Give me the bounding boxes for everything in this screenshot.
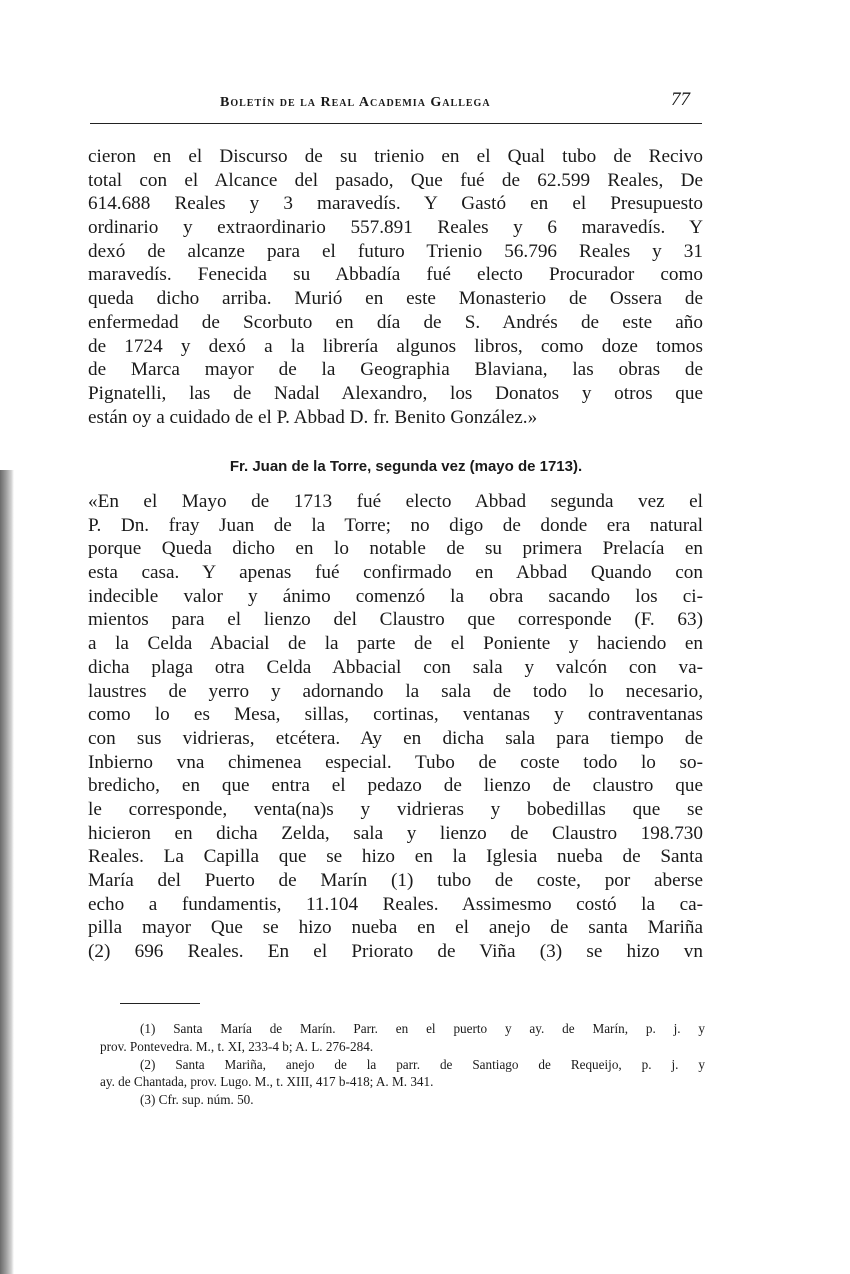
text-line: enfermedad de Scorbuto en día de S. Andrés de este año xyxy=(88,311,703,333)
text-line: de 1724 y dexó a la librería algunos libros, como doze tomos xyxy=(88,335,703,357)
page-number: 77 xyxy=(671,89,690,110)
text-line: Reales. La Capilla que se hizo en la Iglesia nueba de Santa xyxy=(88,846,703,868)
text-line: de Marca mayor de la Geographia Blaviana, las obras de xyxy=(88,359,703,381)
text-line: dexó de alcanze para el futuro Trienio 56.796 Reales y 31 xyxy=(88,240,703,262)
text-line: a la Celda Abacial de la parte de el Poniente y haciendo en xyxy=(88,633,703,655)
book-spine-shadow xyxy=(0,470,14,1274)
text-line: hicieron en dicha Zelda, sala y lienzo de Claustro 198.730 xyxy=(88,822,703,844)
text-line: como lo es Mesa, sillas, cortinas, ventanas y contraventanas xyxy=(88,704,703,726)
text-line: pilla mayor Que se hizo nueba en el anejo de santa Mariña xyxy=(88,917,703,939)
text-line: dicha plaga otra Celda Abbacial con sala y valcón con va- xyxy=(88,656,703,678)
text-line: «En el Mayo de 1713 fué electo Abbad segunda vez el xyxy=(88,491,703,512)
paragraph-2 xyxy=(88,490,703,964)
text-line: María del Puerto de Marín (1) tubo de coste, por aberse xyxy=(88,870,703,891)
text-line: total con el Alcance del pasado, Que fué de 62.599 Reales, De xyxy=(88,169,703,191)
text-line: indecible valor y ánimo comenzó la obra sacando los ci- xyxy=(88,585,703,607)
footnote-2-continuation: ay. de Chantada, prov. Lugo. M., t. XIII, 417 b-418; A. M. 341. xyxy=(100,1074,434,1090)
footnote-2: (2) Santa Mariña, anejo de la parr. de Santiago de Requeijo, p. j. y xyxy=(140,1056,705,1072)
text-line: echo a fundamentis, 11.104 Reales. Assimesmo costó la ca- xyxy=(88,893,703,915)
text-line: cieron en el Discurso de su trienio en el Qual tubo de Recivo xyxy=(88,146,703,167)
footnotes xyxy=(100,1020,705,1109)
text-line: con sus vidrieras, etcétera. Ay en dicha sala para tiempo de xyxy=(88,727,703,749)
footnote-3: (3) Cfr. sup. núm. 50. xyxy=(140,1092,254,1108)
footnote-1: (1) Santa María de Marín. Parr. en el puerto y ay. de Marín, p. j. y xyxy=(140,1021,705,1036)
text-line: esta casa. Y apenas fué confirmado en Abbad Quando con xyxy=(88,562,703,584)
text-line: mientos para el lienzo del Claustro que corresponde (F. 63) xyxy=(88,609,703,631)
text-line: (2) 696 Reales. En el Priorato de Viña (3) se hizo vn xyxy=(88,941,703,963)
text-line: Inbierno vna chimenea especial. Tubo de coste todo lo so- xyxy=(88,751,703,773)
text-line: maravedís. Fenecida su Abbadía fué electo Procurador como xyxy=(88,264,703,286)
section-subheading: Fr. Juan de la Torre, segunda vez (mayo de 1713). xyxy=(229,458,583,475)
text-line: le corresponde, venta(na)s y vidrieras y bobedillas que se xyxy=(88,798,703,820)
page-header xyxy=(220,89,690,117)
text-line: Pignatelli, las de Nadal Alexandro, los Donatos y otros que xyxy=(88,382,703,404)
footnote-1-continuation: prov. Pontevedra. M., t. XI, 233-4 b; A. L. 276-284. xyxy=(100,1038,374,1054)
text-line: bredicho, en que entra el pedazo de lienzo de claustro que xyxy=(88,775,703,797)
text-line: ordinario y extraordinario 557.891 Reales y 6 maravedís. Y xyxy=(88,217,703,239)
running-title: Boletín de la Real Academia Gallega xyxy=(220,95,491,110)
text-line: P. Dn. fray Juan de la Torre; no digo de donde era natural xyxy=(88,514,703,536)
text-line: laustres de yerro y adornando la sala de todo lo necesario, xyxy=(88,680,703,702)
footnote-rule xyxy=(120,1003,200,1004)
text-line: 614.688 Reales y 3 maravedís. Y Gastó en el Presupuesto xyxy=(88,193,703,215)
text-line: están oy a cuidado de el P. Abbad D. fr. Benito González.» xyxy=(88,406,538,428)
header-rule xyxy=(90,123,702,124)
paragraph-1 xyxy=(88,145,703,429)
text-line: porque Queda dicho en lo notable de su primera Prelacía en xyxy=(88,538,703,560)
text-line: queda dicho arriba. Murió en este Monasterio de Ossera de xyxy=(88,288,703,310)
